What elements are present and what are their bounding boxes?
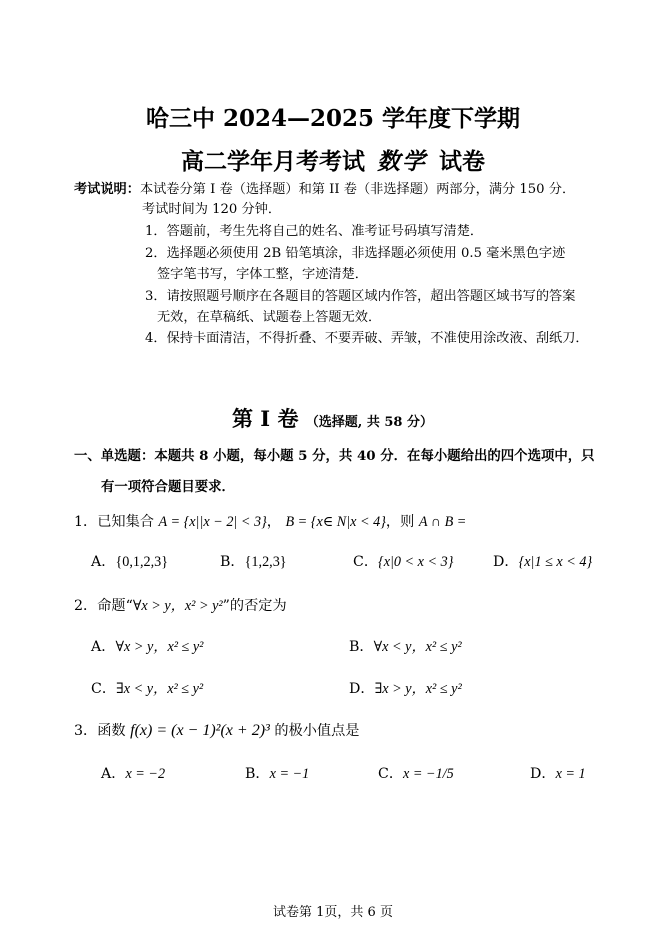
- q1-set-b: B = {x∈ N|x < 4}: [285, 514, 386, 530]
- q3-option-a: [101, 763, 165, 783]
- instructions-intro-line2: 考试时间为 120 分钟．: [142, 202, 282, 217]
- q3-option-d-value: x = 1: [555, 766, 586, 782]
- q2-option-b: [349, 636, 462, 656]
- q1-set-a: A = {x||x − 2| < 3}: [158, 514, 267, 530]
- question-1: 1．已知集合 A = {x||x − 2| < 3}， B = {x∈ N|x < 4}，则 A ∩ B =: [74, 514, 467, 530]
- q2-option-b-value: ∀x < y，x² ≤ y²: [373, 639, 462, 655]
- part1-heading: [232, 403, 433, 433]
- q2-option-d: [349, 678, 462, 698]
- q1-option-d-value: {x|1 ≤ x < 4}: [518, 554, 593, 570]
- instructions-intro-line1: 本试卷分第 I 卷（选择题）和第 II 卷（非选择题）两部分，满分 150 分．: [139, 182, 576, 197]
- q2-option-c-label: C．: [91, 681, 117, 697]
- q2-number: 2．: [74, 598, 98, 614]
- instruction-item-3: 3．请按照题号顺序在各题目的答题区域内作答，超出答题区域书写的答案: [145, 289, 576, 304]
- q2-proposition: ∀x > y，x² > y²: [132, 598, 223, 614]
- q3-stem-prefix: 函数: [97, 723, 126, 739]
- question-3: [74, 720, 359, 740]
- q3-option-b: [245, 763, 309, 783]
- q2-option-c-value: ∃x < y，x² ≤ y²: [116, 681, 204, 697]
- instruction-item-1: 1．答题前，考生先将自己的姓名、准考证号码填写清楚．: [145, 224, 484, 239]
- q3-option-c: [378, 763, 454, 783]
- q1-option-d-label: D．: [493, 554, 519, 570]
- q1-option-a-label: A．: [91, 554, 116, 570]
- q2-stem-prefix: 命题“: [97, 598, 133, 614]
- exam-subtitle: [0, 143, 666, 176]
- subtitle-suffix: 试卷: [439, 148, 485, 175]
- q3-option-a-value: x = −2: [125, 766, 166, 782]
- q1-option-b-label: B．: [220, 554, 245, 570]
- q2-option-d-label: D．: [349, 681, 375, 697]
- subject-name: 数学: [377, 148, 427, 175]
- q3-number: 3．: [74, 723, 98, 739]
- q1-option-c: [353, 551, 453, 571]
- q1-option-b-value: {1,2,3}: [244, 554, 287, 570]
- q1-stem-prefix: 已知集合: [97, 514, 154, 530]
- instructions-label: 考试说明：: [74, 182, 140, 197]
- q1-option-c-label: C．: [353, 554, 379, 570]
- q2-option-a-label: A．: [91, 639, 116, 655]
- q3-option-c-label: C．: [378, 766, 404, 782]
- instructions-intro: [74, 180, 575, 200]
- part1-subtitle: （选择题, 共 58 分）: [305, 415, 433, 430]
- q3-function: f(x) = (x − 1)²(x + 2)³: [130, 722, 270, 739]
- q3-option-b-label: B．: [245, 766, 270, 782]
- subtitle-prefix: 高二学年月考考试: [181, 148, 365, 175]
- q2-stem-suffix: ”的否定为: [222, 598, 287, 614]
- q1-stem-then: 则: [400, 514, 415, 530]
- q1-option-d: [493, 551, 592, 571]
- section1-heading: 一、单选题：本题共 8 小题，每小题 5 分，共 40 分．在每小题给出的四个选项中，只: [74, 448, 595, 464]
- instruction-item-4: 4．保持卡面清洁，不得折叠、不要弄破、弄皱，不准使用涂改液、刮纸刀．: [145, 331, 589, 346]
- instruction-item-2: 2．选择题必须使用 2B 铅笔填涂，非选择题必须使用 0.5 毫米黑色字迹: [145, 246, 566, 261]
- q3-option-c-value: x = −1/5: [403, 766, 454, 782]
- q2-option-a-value: ∀x > y，x² ≤ y²: [115, 639, 204, 655]
- q3-option-d-label: D．: [530, 766, 556, 782]
- q1-option-c-value: {x|0 < x < 3}: [378, 554, 454, 570]
- q2-option-c: [91, 678, 203, 698]
- instruction-item-3-cont: 无效，在草稿纸、试题卷上答题无效．: [157, 310, 382, 325]
- page-footer: 试卷第 1页，共 6 页: [273, 905, 393, 920]
- q2-option-a: [91, 636, 203, 656]
- q3-stem-suffix: 的极小值点是: [274, 723, 360, 739]
- q1-target: A ∩ B =: [418, 514, 467, 530]
- section1-heading-cont: 有一项符合题目要求．: [101, 479, 235, 495]
- q1-number: 1．: [74, 514, 98, 530]
- part1-title: 第 I 卷: [232, 406, 299, 431]
- q1-option-a: [91, 551, 168, 571]
- q2-option-b-label: B．: [349, 639, 374, 655]
- question-2: [74, 595, 287, 615]
- q1-option-b: [220, 551, 287, 571]
- exam-title: 哈三中 2024—2025 学年度下学期: [145, 105, 521, 132]
- q1-option-a-value: {0,1,2,3}: [115, 554, 169, 570]
- q3-option-d: [530, 763, 586, 783]
- q3-option-b-value: x = −1: [269, 766, 310, 782]
- q2-option-d-value: ∃x > y，x² ≤ y²: [374, 681, 462, 697]
- q3-option-a-label: A．: [101, 766, 126, 782]
- instruction-item-2-cont: 签字笔书写，字体工整，字迹清楚．: [157, 267, 368, 282]
